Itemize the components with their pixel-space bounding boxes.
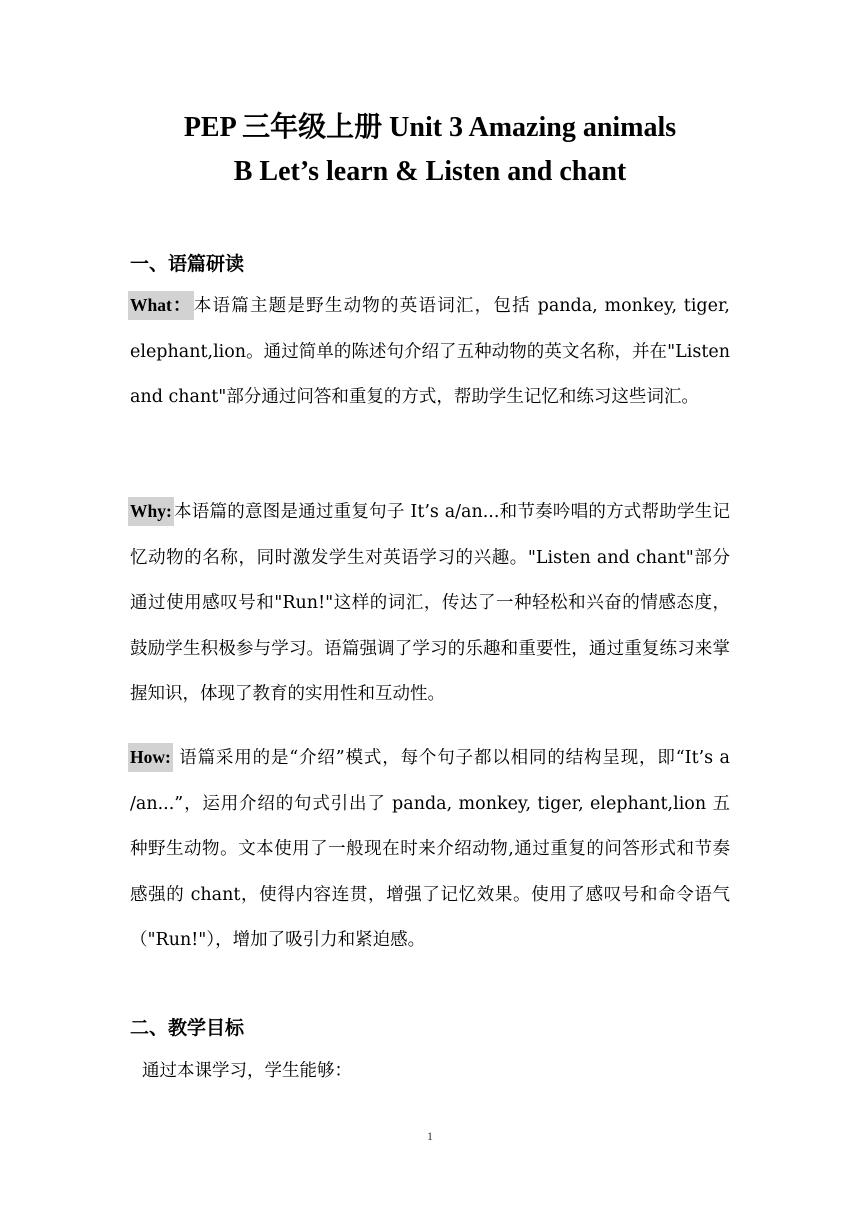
document-subtitle: B Let’s learn & Listen and chant xyxy=(233,156,627,187)
page-number: 1 xyxy=(427,1129,433,1143)
paragraph-what xyxy=(130,283,730,421)
label-how: How: xyxy=(128,743,173,772)
paragraph-how xyxy=(130,735,730,964)
paragraph-how-text: 语篇采用的是“介绍”模式，每个句子都以相同的结构呈现，即“It’s a /an...”，运用介绍的句式引出了 panda, monkey, tiger, elephant,lion 五种野生动物。文本使用了一般现在时来介绍动物,通过重复的问答形式和节奏感强的 chant，使得内容连贯，增强了记忆效果。使用了感叹号和命令语气（"Run!"），增加了吸引力和紧迫感。 xyxy=(130,748,730,951)
document-title: PEP 三年级上册 Unit 3 Amazing animals xyxy=(183,112,677,143)
paragraph-why-text: 本语篇的意图是通过重复句子 It’s a/an...和节奏吟唱的方式帮助学生记忆动物的名称，同时激发学生对英语学习的兴趣。"Listen and chant"部分通过使用感叹号和"Run!"这样的词汇，传达了一种轻松和兴奋的情感态度，鼓励学生积极参与学习。语篇强调了学习的乐趣和重要性，通过重复练习来掌握知识，体现了教育的实用性和互动性。 xyxy=(130,502,730,705)
teaching-goals-intro: 通过本课学习，学生能够： xyxy=(142,1061,352,1081)
label-why: Why: xyxy=(128,497,174,526)
label-what: What： xyxy=(128,291,194,320)
section-heading-text-analysis: 一、语篇研读 xyxy=(130,253,245,275)
paragraph-what-text: 本语篇主题是野生动物的英语词汇，包括 panda, monkey, tiger, elephant,lion。通过简单的陈述句介绍了五种动物的英文名称，并在"Listen and chant"部分通过问答和重复的方式，帮助学生记忆和练习这些词汇。 xyxy=(130,296,730,408)
paragraph-why xyxy=(130,489,730,718)
section-heading-teaching-goals: 二、教学目标 xyxy=(130,1017,245,1039)
